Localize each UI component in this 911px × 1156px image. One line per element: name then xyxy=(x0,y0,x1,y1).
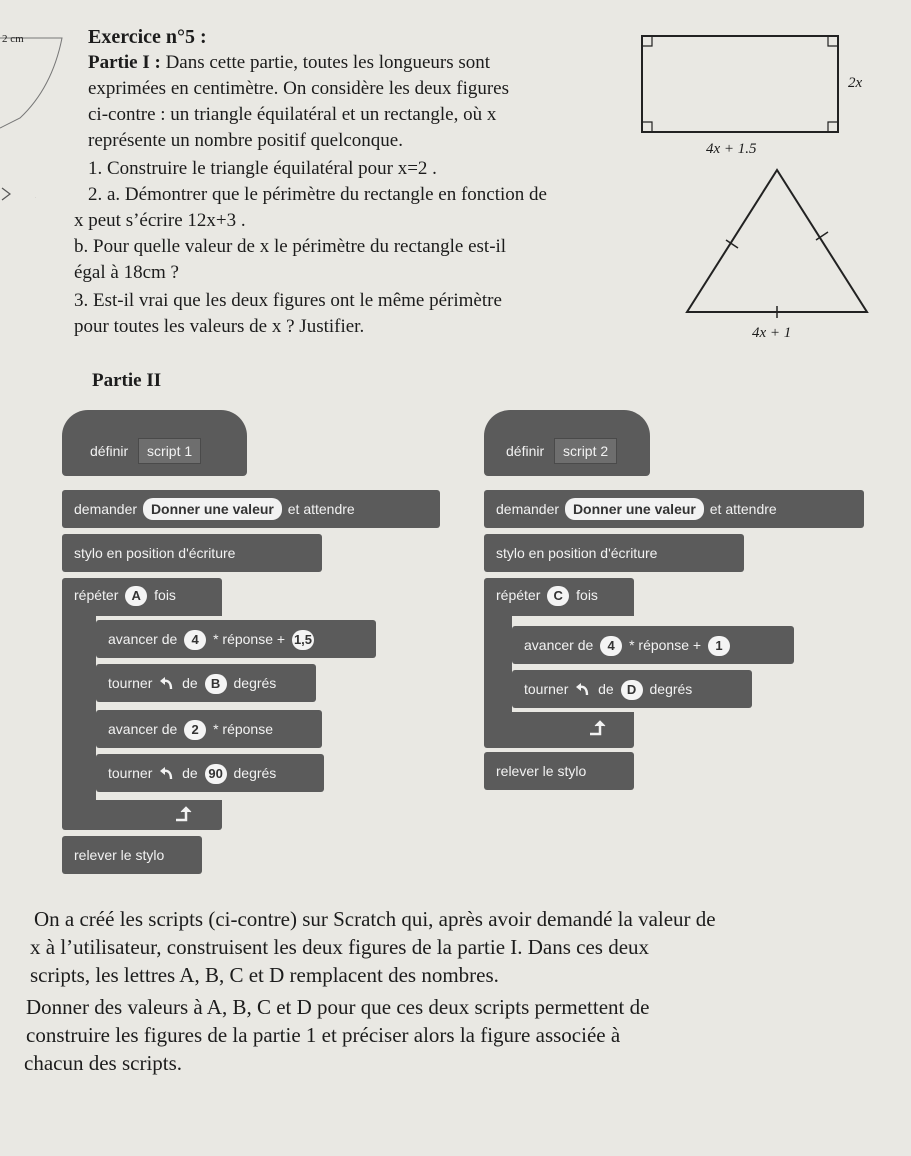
script1-move2-label: avancer de xyxy=(108,721,178,737)
part2-paragraph-line1: On a créé les scripts (ci-contre) sur Scratch qui, après avoir demandé la valeur de xyxy=(34,907,716,931)
question-2a-line1: 2. a. Démontrer que le périmètre du rectangle en fonction de xyxy=(88,184,547,205)
script1-define-label: définir xyxy=(90,443,129,459)
script1-repeat-times: fois xyxy=(154,587,176,603)
script1-move1-label: avancer de xyxy=(108,631,178,647)
turn-left-icon xyxy=(159,767,175,781)
script2-ask-label: demander xyxy=(496,501,560,517)
question-2a-line2: x peut s’écrire 12x+3 . xyxy=(74,210,246,231)
script1-repeat-arm xyxy=(62,610,96,810)
previous-exercise-fragment xyxy=(0,28,70,198)
script1-move1-add[interactable]: 1,5 xyxy=(292,630,314,650)
corner-label: 2 cm xyxy=(2,33,24,45)
script1-turn1-label: tourner xyxy=(108,675,153,691)
rectangle-figure xyxy=(620,26,880,156)
script1-ask-text[interactable]: Donner une valeur xyxy=(143,498,282,520)
script1-name: script 1 xyxy=(138,438,201,464)
part1-intro-line1 xyxy=(88,52,490,74)
script2-turn-deg: degrés xyxy=(649,681,693,697)
script1-move2-block[interactable] xyxy=(96,710,322,748)
script2-move-num[interactable]: 4 xyxy=(600,636,622,656)
script1-repeat-label: répéter xyxy=(74,587,119,603)
script1-turn1-de: de xyxy=(182,675,198,691)
script1-move1-block[interactable] xyxy=(96,620,376,658)
part1-intro-line3: ci-contre : un triangle équilatéral et un rectangle, où x xyxy=(88,104,497,125)
script1-turn1-deg: degrés xyxy=(233,675,277,691)
script1-define-block[interactable] xyxy=(62,410,247,476)
script1-repeat-foot xyxy=(62,800,222,830)
script1-turn2-label: tourner xyxy=(108,765,153,781)
rect-width-label: 4x + 1.5 xyxy=(706,141,757,157)
turn-left-icon xyxy=(575,683,591,697)
script2-repeat-arm xyxy=(484,610,512,720)
part2-heading: Partie II xyxy=(92,370,162,391)
script2-define-label: définir xyxy=(506,443,545,459)
question-2b-line1: b. Pour quelle valeur de x le périmètre du rectangle est-il xyxy=(74,236,507,257)
script1-ask-label: demander xyxy=(74,501,138,517)
script1-turn1-block[interactable] xyxy=(96,664,316,702)
script2-repeat-foot xyxy=(484,712,634,748)
script1-turn2-num[interactable]: 90 xyxy=(205,764,227,784)
script2-pen-up-block[interactable]: relever le stylo xyxy=(484,752,634,790)
part1-intro-line2: exprimées en centimètre. On considère les deux figures xyxy=(88,78,510,99)
exercise-title: Exercice n°5 : xyxy=(88,26,207,48)
script1-pen-up-block[interactable]: relever le stylo xyxy=(62,836,202,874)
script2-define-block[interactable] xyxy=(484,410,650,476)
script2-name: script 2 xyxy=(554,438,617,464)
script1-turn2-de: de xyxy=(182,765,198,781)
question-3-line2: pour toutes les valeurs de x ? Justifier. xyxy=(74,316,365,337)
part2-paragraph-line2: x à l’utilisateur, construisent les deux figures de la partie I. Dans ces deux xyxy=(30,935,650,959)
script1-turn2-deg: degrés xyxy=(233,765,277,781)
triangle-figure xyxy=(660,160,911,330)
script2-repeat-var[interactable]: C xyxy=(547,586,569,606)
script2-turn-var[interactable]: D xyxy=(621,680,643,700)
part1-intro-text: Dans cette partie, toutes les longueurs sont xyxy=(165,52,491,73)
script2-turn-block[interactable] xyxy=(512,670,752,708)
script1-move2-op: * réponse xyxy=(213,721,273,737)
script1-turn2-block[interactable] xyxy=(96,754,324,792)
turn-left-icon xyxy=(159,677,175,691)
part2-paragraph-line5: construire les figures de la partie 1 et préciser alors la figure associée à xyxy=(26,1023,621,1047)
script2-repeat-label: répéter xyxy=(496,587,541,603)
script2-repeat-times: fois xyxy=(576,587,598,603)
script2-ask-block[interactable] xyxy=(484,490,864,528)
margin-mark-icon xyxy=(0,186,14,202)
script2-turn-de: de xyxy=(598,681,614,697)
script1-move1-num[interactable]: 4 xyxy=(184,630,206,650)
question-1: 1. Construire le triangle équilatéral pour x=2 . xyxy=(88,158,437,179)
script1-ask-wait: et attendre xyxy=(287,501,355,517)
part2-paragraph-line3: scripts, les lettres A, B, C et D remplacent des nombres. xyxy=(30,963,499,987)
part2-paragraph-line6: chacun des scripts. xyxy=(24,1051,183,1075)
script1-repeat-var[interactable]: A xyxy=(125,586,147,606)
script1-pen-down-block[interactable]: stylo en position d'écriture xyxy=(62,534,322,572)
script1-move2-num[interactable]: 2 xyxy=(184,720,206,740)
part1-heading: Partie I : xyxy=(88,52,161,73)
script2-move-block[interactable] xyxy=(512,626,794,664)
script2-ask-text[interactable]: Donner une valeur xyxy=(565,498,704,520)
script1-ask-block[interactable] xyxy=(62,490,440,528)
question-3-line1: 3. Est-il vrai que les deux figures ont le même périmètre xyxy=(74,290,502,311)
loop-arrow-icon xyxy=(174,806,194,822)
script1-move1-op: * réponse + xyxy=(213,631,286,647)
part1-intro-line4: représente un nombre positif quelconque. xyxy=(88,130,403,151)
script2-turn-label: tourner xyxy=(524,681,569,697)
script2-move-add[interactable]: 1 xyxy=(708,636,730,656)
rect-height-label: 2x xyxy=(848,75,863,91)
script2-move-label: avancer de xyxy=(524,637,594,653)
script1-turn1-var[interactable]: B xyxy=(205,674,227,694)
script2-ask-wait: et attendre xyxy=(709,501,777,517)
part2-paragraph-line4: Donner des valeurs à A, B, C et D pour que ces deux scripts permettent de xyxy=(26,995,650,1019)
script2-pen-down-block[interactable]: stylo en position d'écriture xyxy=(484,534,744,572)
loop-arrow-icon xyxy=(588,720,608,736)
triangle-side-label: 4x + 1 xyxy=(752,325,792,341)
question-2b-line2: égal à 18cm ? xyxy=(74,262,179,283)
script2-move-op: * réponse + xyxy=(629,637,702,653)
